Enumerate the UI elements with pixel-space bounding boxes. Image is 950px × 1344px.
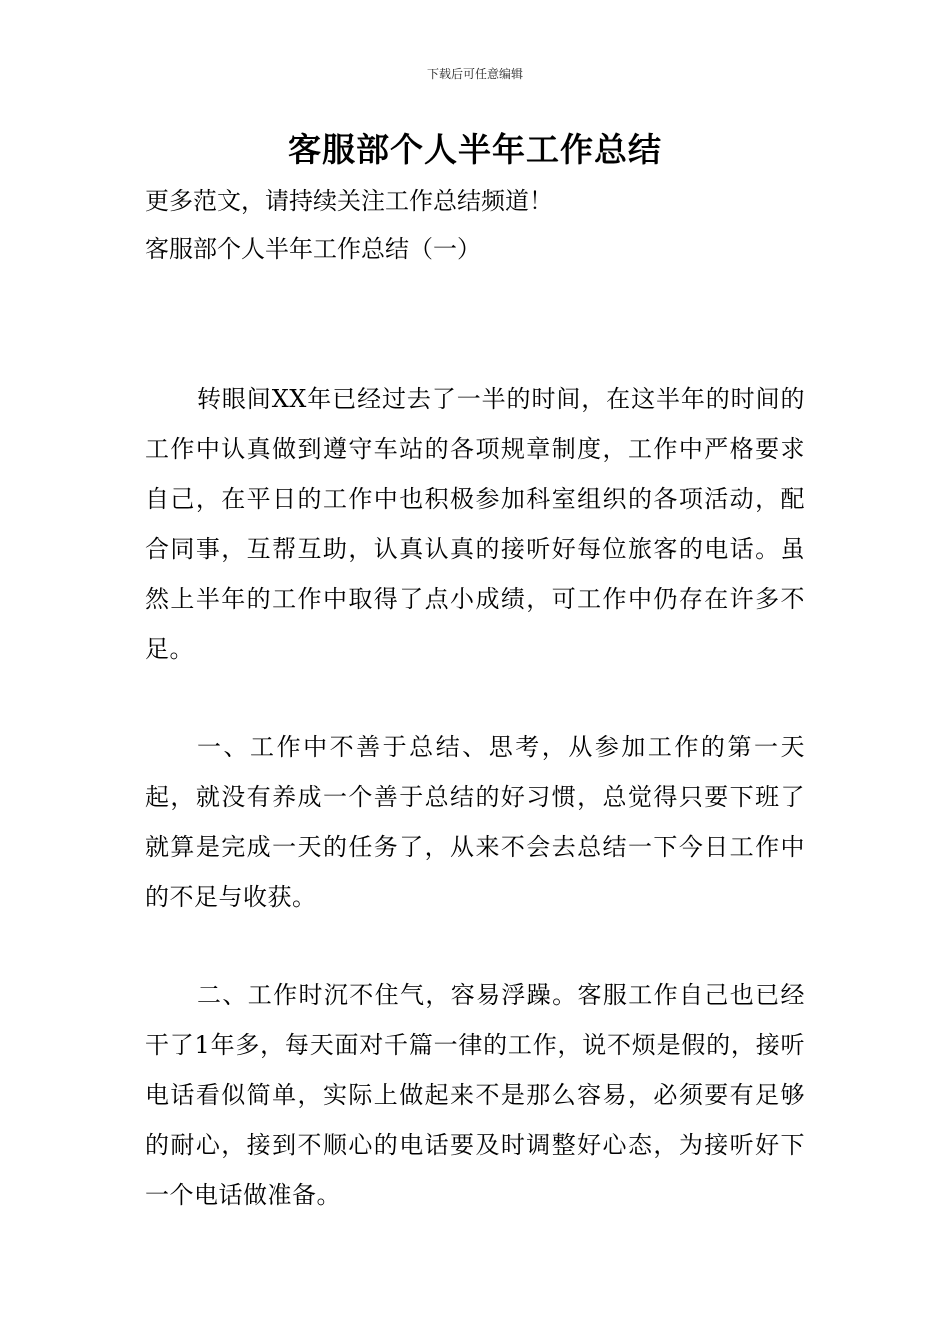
subtitle-line-more-articles: 更多范文，请持续关注工作总结频道！ [145, 187, 553, 215]
body-paragraph-intro: 转眼间XX年已经过去了一半的时间，在这半年的时间的工作中认真做到遵守车站的各项规章制度，工作中严格要求自己，在平日的工作中也积极参加科室组织的各项活动，配合同事，互帮互助，认真认真的接听好每位旅客的电话。虽然上半年的工作中取得了点小成绩，可工作中仍存在许多不足。 [145, 385, 805, 663]
body-paragraph-point-two: 二、工作时沉不住气，容易浮躁。客服工作自己也已经干了1年多，每天面对千篇一律的工作，说不烦是假的，接听电话看似简单，实际上做起来不是那么容易，必须要有足够的耐心，接到不顺心的电话要及时调整好心态，为接听好下一个电话做准备。 [145, 981, 805, 1209]
body-paragraph-point-one: 一、工作中不善于总结、思考，从参加工作的第一天起，就没有养成一个善于总结的好习惯，总觉得只要下班了就算是完成一天的任务了，从来不会去总结一下今日工作中的不足与收获。 [145, 733, 805, 911]
subtitle-line-section-heading: 客服部个人半年工作总结（一） [145, 235, 481, 263]
header-note: 下载后可任意编辑 [426, 67, 523, 81]
document-title: 客服部个人半年工作总结 [288, 130, 662, 169]
